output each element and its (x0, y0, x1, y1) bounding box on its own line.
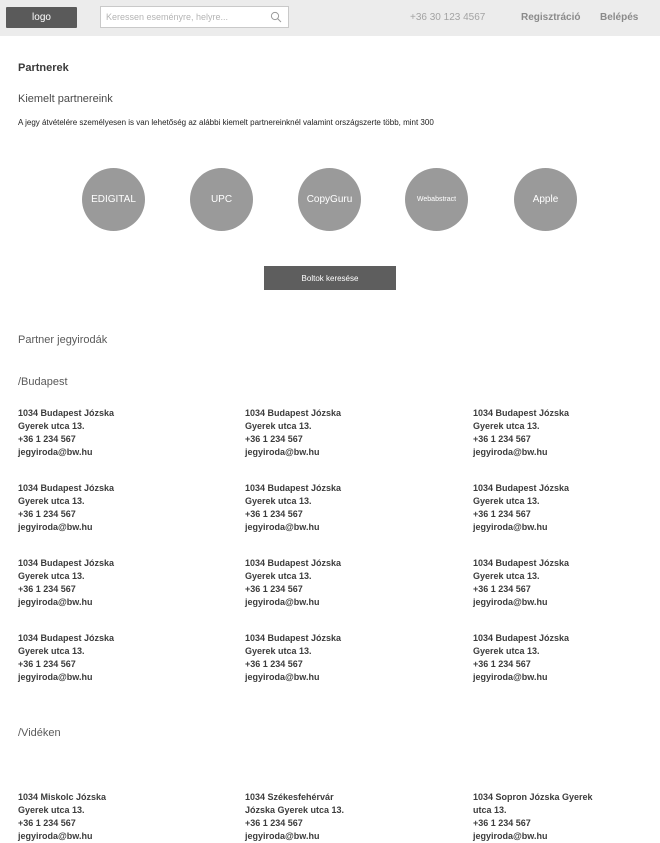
register-link[interactable]: Regisztráció (521, 12, 581, 23)
office-address: 1034 Sopron Józska Gyerek (473, 792, 593, 802)
office-address: 1034 Budapest Józska (245, 558, 342, 568)
search-input[interactable] (100, 6, 289, 28)
login-link[interactable]: Belépés (600, 12, 639, 23)
office-street: Gyerek utca 13. (473, 496, 540, 506)
office-address: 1034 Budapest Józska (18, 483, 115, 493)
office-phone: +36 1 234 567 (245, 584, 303, 594)
office-address: 1034 Budapest Józska (18, 558, 115, 568)
office-street: Gyerek utca 13. (473, 421, 540, 431)
office-street: Gyerek utca 13. (473, 571, 540, 581)
partner-apple[interactable]: Apple (514, 168, 577, 231)
office-address: 1034 Budapest Józska (473, 558, 570, 568)
budapest-title: /Budapest (18, 376, 68, 388)
logo[interactable]: logo (6, 7, 77, 28)
office-street: Gyerek utca 13. (18, 646, 85, 656)
office-email: jegyiroda@bw.hu (473, 522, 548, 532)
office-street: Józska Gyerek utca 13. (245, 805, 345, 815)
office-email: jegyiroda@bw.hu (18, 672, 93, 682)
office-address: 1034 Budapest Józska (473, 408, 570, 418)
intro-text: A jegy átvételére személyesen is van lehetőség az alábbi kiemelt partnereinknél valamint országszerte több, mint 300 (18, 118, 434, 127)
partner-webabstract[interactable]: Webabstract (405, 168, 468, 231)
office-address: 1034 Székesfehérvár (245, 792, 334, 802)
videk-title: /Vidéken (18, 727, 61, 739)
partner-upc[interactable]: UPC (190, 168, 253, 231)
office-email: jegyiroda@bw.hu (245, 522, 320, 532)
office-address: 1034 Budapest Józska (18, 633, 115, 643)
office-email: jegyiroda@bw.hu (18, 831, 93, 841)
office-card (473, 482, 643, 534)
office-card (18, 482, 188, 534)
office-phone: +36 1 234 567 (245, 509, 303, 519)
header-bar (0, 0, 660, 36)
office-email: jegyiroda@bw.hu (18, 522, 93, 532)
office-street: Gyerek utca 13. (245, 646, 312, 656)
office-email: jegyiroda@bw.hu (18, 597, 93, 607)
office-email: jegyiroda@bw.hu (245, 447, 320, 457)
office-phone: +36 1 234 567 (18, 509, 76, 519)
office-street: Gyerek utca 13. (245, 421, 312, 431)
office-card (245, 557, 415, 609)
office-phone: +36 1 234 567 (18, 584, 76, 594)
office-card (245, 632, 415, 684)
office-phone: +36 1 234 567 (18, 434, 76, 444)
office-street: Gyerek utca 13. (18, 571, 85, 581)
office-email: jegyiroda@bw.hu (473, 672, 548, 682)
office-address: 1034 Budapest Józska (473, 483, 570, 493)
office-email: jegyiroda@bw.hu (245, 597, 320, 607)
office-phone: +36 1 234 567 (473, 818, 531, 828)
office-email: jegyiroda@bw.hu (245, 672, 320, 682)
office-address: 1034 Budapest Józska (245, 408, 342, 418)
office-street: utca 13. (473, 805, 507, 815)
office-phone: +36 1 234 567 (473, 659, 531, 669)
office-card (473, 407, 643, 459)
find-shops-button[interactable]: Boltok keresése (264, 266, 396, 290)
office-phone: +36 1 234 567 (473, 584, 531, 594)
office-street: Gyerek utca 13. (245, 571, 312, 581)
search-placeholder: Keressen eseményre, helyre... (106, 12, 229, 22)
office-phone: +36 1 234 567 (245, 818, 303, 828)
office-card (473, 791, 643, 843)
office-street: Gyerek utca 13. (18, 805, 85, 815)
office-email: jegyiroda@bw.hu (245, 831, 320, 841)
partner-edigital[interactable]: EDIGITAL (82, 168, 145, 231)
office-email: jegyiroda@bw.hu (473, 597, 548, 607)
office-phone: +36 1 234 567 (245, 434, 303, 444)
page-title: Partnerek (18, 62, 69, 74)
office-address: 1034 Budapest Józska (473, 633, 570, 643)
office-email: jegyiroda@bw.hu (473, 447, 548, 457)
office-address: 1034 Budapest Józska (18, 408, 115, 418)
office-street: Gyerek utca 13. (473, 646, 540, 656)
office-phone: +36 1 234 567 (473, 434, 531, 444)
office-address: 1034 Miskolc Józska (18, 792, 107, 802)
office-phone: +36 1 234 567 (245, 659, 303, 669)
office-phone: +36 1 234 567 (18, 818, 76, 828)
office-street: Gyerek utca 13. (18, 496, 85, 506)
office-street: Gyerek utca 13. (245, 496, 312, 506)
offices-title: Partner jegyirodák (18, 334, 108, 346)
office-card (245, 791, 415, 843)
search-icon[interactable] (270, 11, 282, 23)
office-card (245, 482, 415, 534)
office-card (18, 407, 188, 459)
office-address: 1034 Budapest Józska (245, 633, 342, 643)
office-card (473, 557, 643, 609)
office-card (18, 791, 188, 843)
office-address: 1034 Budapest Józska (245, 483, 342, 493)
office-card (18, 632, 188, 684)
office-email: jegyiroda@bw.hu (18, 447, 93, 457)
office-card (18, 557, 188, 609)
header-phone: +36 30 123 4567 (410, 12, 486, 23)
partner-copyguru[interactable]: CopyGuru (298, 168, 361, 231)
featured-partners-title: Kiemelt partnereink (18, 93, 113, 105)
office-phone: +36 1 234 567 (18, 659, 76, 669)
office-street: Gyerek utca 13. (18, 421, 85, 431)
office-phone: +36 1 234 567 (473, 509, 531, 519)
office-card (473, 632, 643, 684)
office-card (245, 407, 415, 459)
office-email: jegyiroda@bw.hu (473, 831, 548, 841)
